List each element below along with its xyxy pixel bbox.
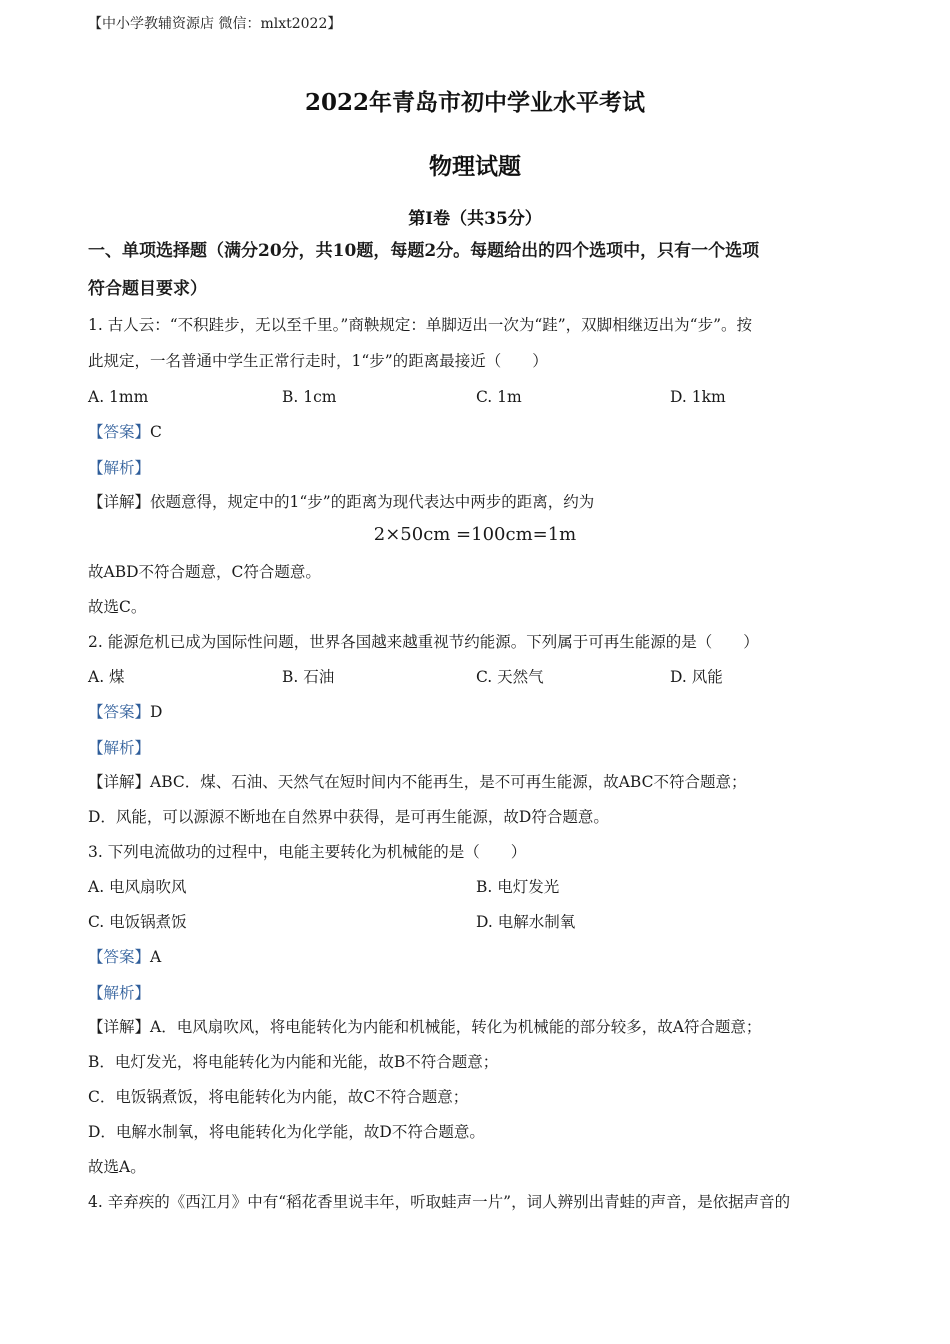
section-heading-line1: 一、单项选择题（满分20分，共10题，每题2分。每题给出的四个选项中，只有一个选项 bbox=[88, 241, 760, 261]
q2-option-c: C. 天然气 bbox=[476, 668, 544, 686]
section-heading-line2: 符合题目要求） bbox=[88, 279, 207, 299]
q1-detail: 【详解】依题意得，规定中的1“步”的距离为现代表达中两步的距离，约为 bbox=[88, 493, 595, 511]
q3-detail4: D．电解水制氧，将电能转化为化学能，故D不符合题意。 bbox=[88, 1123, 485, 1141]
answer-value: A bbox=[150, 948, 162, 966]
q2-option-d: D. 风能 bbox=[670, 668, 723, 686]
subject-title: 物理试题 bbox=[429, 153, 521, 180]
q2-detail1: 【详解】ABC．煤、石油、天然气在短时间内不能再生，是不可再生能源，故ABC不符合题意； bbox=[88, 773, 747, 791]
q3-detail3: C．电饭锅煮饭，将电能转化为内能，故C不符合题意； bbox=[88, 1088, 469, 1106]
answer-label: 【答案】 bbox=[88, 423, 151, 441]
q1-stem-line1: 1. 古人云：“不积跬步，无以至千里。”商鞅规定：单脚迈出一次为“跬”，双脚相继迈出为“步”。按 bbox=[88, 316, 753, 334]
q2-analysis-label: 【解析】 bbox=[88, 739, 151, 757]
q2-stem: 2. 能源危机已成为国际性问题，世界各国越来越重视节约能源。下列属于可再生能源的是（ ） bbox=[88, 633, 759, 651]
q3-analysis-label: 【解析】 bbox=[88, 984, 151, 1002]
q2-detail2: D．风能，可以源源不断地在自然界中获得，是可再生能源，故D符合题意。 bbox=[88, 808, 609, 826]
q1-option-c: C. 1m bbox=[476, 388, 522, 406]
answer-label: 【答案】 bbox=[88, 948, 151, 966]
q1-formula: 2×50cm =100cm=1m bbox=[373, 524, 577, 545]
q1-analysis-label: 【解析】 bbox=[88, 459, 151, 477]
q4-stem: 4. 辛弃疾的《西江月》中有“稻花香里说丰年，听取蛙声一片”，词人辨别出青蛙的声音，是依据声音的 bbox=[88, 1193, 791, 1211]
q1-answer bbox=[88, 421, 868, 443]
header-note: 【中小学教辅资源店 微信：mlxt2022】 bbox=[88, 16, 342, 32]
q1-option-d: D. 1km bbox=[670, 388, 726, 406]
q2-answer bbox=[88, 701, 868, 723]
answer-value: D bbox=[150, 703, 163, 721]
q3-option-c: C. 电饭锅煮饭 bbox=[88, 913, 187, 931]
q3-detail1: 【详解】A．电风扇吹风，将电能转化为内能和机械能，转化为机械能的部分较多，故A符合题意； bbox=[88, 1018, 762, 1036]
q3-option-b: B. 电灯发光 bbox=[476, 878, 560, 896]
q3-conclusion: 故选A。 bbox=[88, 1158, 146, 1176]
q3-stem: 3. 下列电流做功的过程中，电能主要转化为机械能的是（ ） bbox=[88, 843, 527, 861]
q2-option-b: B. 石油 bbox=[282, 668, 335, 686]
q1-option-a: A. 1mm bbox=[88, 388, 149, 406]
page-title: 2022年青岛市初中学业水平考试 bbox=[304, 89, 645, 116]
q1-conclusion1: 故ABD不符合题意，C符合题意。 bbox=[88, 563, 321, 581]
q3-answer bbox=[88, 946, 868, 968]
part-title: 第I卷（共35分） bbox=[408, 209, 542, 229]
q3-detail2: B．电灯发光，将电能转化为内能和光能，故B不符合题意； bbox=[88, 1053, 499, 1071]
q3-option-a: A. 电风扇吹风 bbox=[88, 878, 187, 896]
answer-label: 【答案】 bbox=[88, 703, 151, 721]
q3-option-d: D. 电解水制氧 bbox=[476, 913, 576, 931]
q1-conclusion2: 故选C。 bbox=[88, 598, 147, 616]
q1-stem-line2: 此规定，一名普通中学生正常行走时，1“步”的距离最接近（ ） bbox=[88, 352, 548, 370]
q1-option-b: B. 1cm bbox=[282, 388, 337, 406]
q2-option-a: A. 煤 bbox=[88, 668, 125, 686]
answer-value: C bbox=[150, 423, 162, 441]
